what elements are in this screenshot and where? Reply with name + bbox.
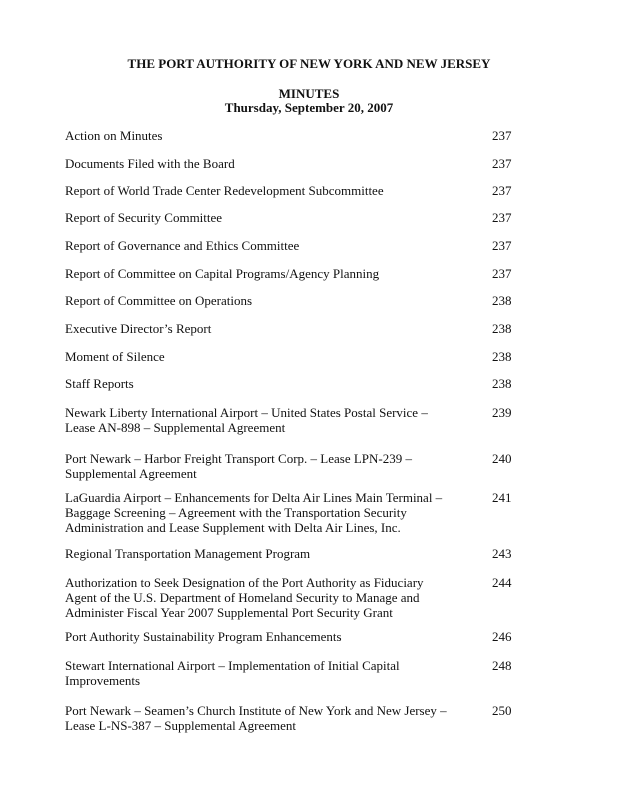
toc-entry-title-line: Documents Filed with the Board: [65, 156, 235, 171]
toc-entry-title: [65, 658, 465, 688]
toc-entry-page-number: 237: [492, 183, 512, 198]
toc-entry-title: [65, 293, 465, 308]
toc-entry-title-line: Improvements: [65, 673, 141, 688]
toc-entry-page-number: 239: [492, 405, 512, 420]
toc-entry-page-number: 237: [492, 156, 512, 171]
toc-entry-title-line: Port Authority Sustainability Program Enhancements: [65, 629, 342, 644]
toc-entry-title-line: Baggage Screening – Agreement with the Transportation Security: [65, 505, 407, 520]
organization-title: THE PORT AUTHORITY OF NEW YORK AND NEW JERSEY: [127, 56, 491, 71]
toc-entry-title-line: Port Newark – Harbor Freight Transport Corp. – Lease LPN-239 –: [65, 451, 412, 466]
toc-entry-title-line: LaGuardia Airport – Enhancements for Delta Air Lines Main Terminal –: [65, 490, 443, 505]
toc-entry-title-line: Administration and Lease Supplement with Delta Air Lines, Inc.: [65, 520, 401, 535]
toc-entry: [65, 405, 535, 439]
toc-entry-title: [65, 490, 465, 535]
toc-entry-page-number: 238: [492, 376, 512, 391]
toc-entry-title: [65, 405, 465, 435]
toc-entry-title: [65, 321, 465, 336]
toc-entry-page-number: 237: [492, 210, 512, 225]
toc-entry: [65, 451, 535, 485]
toc-entry-title-line: Stewart International Airport – Implementation of Initial Capital: [65, 658, 400, 673]
document-title: MINUTES: [278, 86, 340, 101]
toc-entry-page-number: 237: [492, 128, 512, 143]
toc-entry-title-line: Report of Committee on Capital Programs/Agency Planning: [65, 266, 380, 281]
toc-entry-title: [65, 629, 465, 644]
toc-entry-page-number: 238: [492, 349, 512, 364]
toc-entry: [65, 658, 535, 692]
toc-entry-title-line: Moment of Silence: [65, 349, 165, 364]
toc-entry-title-line: Agent of the U.S. Department of Homeland Security to Manage and: [65, 590, 420, 605]
toc-entry-page-number: 244: [492, 575, 512, 590]
toc-entry-page-number: 241: [492, 490, 512, 505]
toc-entry-title-line: Report of Security Committee: [65, 210, 223, 225]
toc-entry-title: [65, 156, 465, 171]
toc-entry-title: [65, 266, 465, 281]
toc-entry-title-line: Newark Liberty International Airport – United States Postal Service –: [65, 405, 428, 420]
toc-entry-page-number: 237: [492, 238, 512, 253]
toc-entry-page-number: 246: [492, 629, 512, 644]
meeting-date: Thursday, September 20, 2007: [224, 100, 394, 115]
toc-entry-title: [65, 238, 465, 253]
toc-entry-title: [65, 575, 465, 620]
toc-entry-title-line: Report of World Trade Center Redevelopment Subcommittee: [65, 183, 384, 198]
toc-entry-title-line: Staff Reports: [65, 376, 134, 391]
toc-entry-page-number: 238: [492, 321, 512, 336]
toc-entry-title-line: Executive Director’s Report: [65, 321, 212, 336]
toc-entry-page-number: 243: [492, 546, 512, 561]
toc-entry-page-number: 240: [492, 451, 512, 466]
toc-entry-title-line: Port Newark – Seamen’s Church Institute of New York and New Jersey –: [65, 703, 447, 718]
toc-entry-page-number: 237: [492, 266, 512, 281]
toc-entry-title-line: Administer Fiscal Year 2007 Supplemental Port Security Grant: [65, 605, 393, 620]
toc-entry-title-line: Report of Governance and Ethics Committee: [65, 238, 300, 253]
toc-entry: [65, 575, 535, 620]
toc-entry-title: [65, 546, 465, 561]
toc-entry-title: [65, 183, 465, 198]
toc-entry-page-number: 248: [492, 658, 512, 673]
toc-entry: [65, 703, 535, 737]
toc-entry-title: [65, 349, 465, 364]
toc-entry-page-number: 250: [492, 703, 512, 718]
toc-entry-title-line: Regional Transportation Management Program: [65, 546, 311, 561]
toc-entry-title: [65, 703, 465, 733]
toc-entry-page-number: 238: [492, 293, 512, 308]
toc-entry-title-line: Report of Committee on Operations: [65, 293, 253, 308]
toc-entry-title: [65, 128, 465, 143]
toc-entry-title: [65, 451, 465, 481]
toc-entry: [65, 490, 535, 535]
toc-entry-title-line: Lease AN-898 – Supplemental Agreement: [65, 420, 286, 435]
toc-entry-title: [65, 376, 465, 391]
toc-entry-title-line: Lease L-NS-387 – Supplemental Agreement: [65, 718, 297, 733]
toc-entry-title-line: Supplemental Agreement: [65, 466, 197, 481]
toc-entry-title-line: Authorization to Seek Designation of the Port Authority as Fiduciary: [65, 575, 424, 590]
toc-entry-title-line: Action on Minutes: [65, 128, 163, 143]
toc-entry-title: [65, 210, 465, 225]
